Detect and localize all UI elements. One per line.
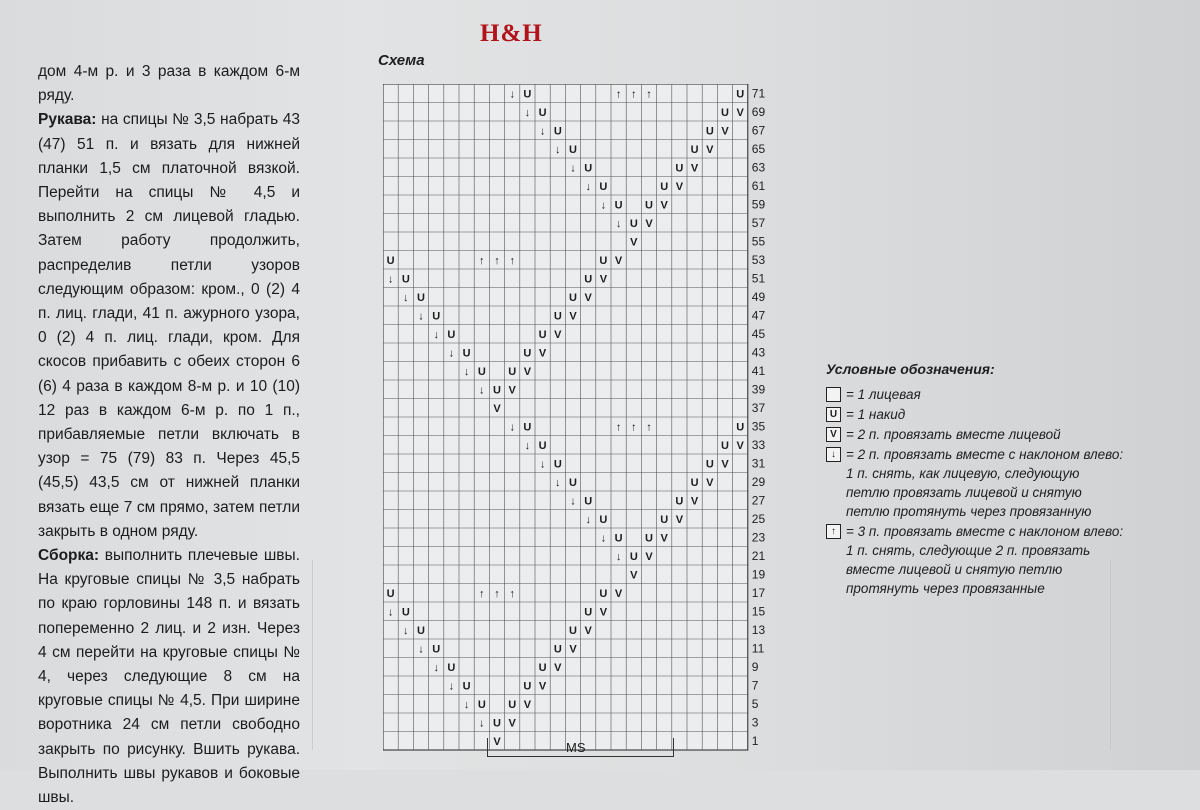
repeat-label: MS: [566, 740, 586, 755]
yarn-over-symbol: U: [645, 199, 653, 212]
yarn-over-symbol: U: [690, 143, 699, 156]
yarn-over-symbol: U: [584, 495, 593, 508]
k2tog-symbol: V: [599, 606, 608, 619]
row-number: 49: [751, 289, 766, 304]
ssk-symbol: ↓: [403, 624, 409, 637]
k2tog-symbol: V: [493, 402, 501, 415]
yarn-over-symbol: U: [401, 606, 410, 619]
yarn-over-symbol: U: [721, 439, 729, 452]
k2tog-symbol: V: [721, 125, 729, 138]
k2tog-symbol: V: [721, 458, 729, 471]
k2tog-symbol: V: [736, 106, 744, 119]
k2tog-symbol: V: [645, 550, 653, 563]
k2tog-symbol: V: [523, 698, 532, 711]
yarn-over-symbol: U: [584, 606, 593, 619]
legend-item-text: = 2 п. провязать вместе с наклоном влево: 1 п. снять, как лицевую, следующую петлю провязать лицевой и снятую петлю протянуть через провязанную: [846, 447, 1124, 519]
ssk-symbol: ↓: [539, 125, 546, 138]
k2tog-symbol: V: [538, 347, 547, 360]
yarn-over-symbol: U: [508, 365, 517, 378]
yarn-over-symbol: U: [690, 476, 699, 489]
row-number: 43: [751, 345, 766, 360]
k2tog-symbol: V: [706, 143, 714, 156]
yarn-over-symbol: U: [462, 680, 471, 693]
row-number: 35: [751, 419, 766, 434]
row-number: 19: [751, 567, 766, 582]
yarn-over-symbol: U: [736, 421, 745, 434]
k2tog-symbol: V: [538, 680, 547, 693]
yarn-over-symbol: U: [553, 458, 562, 471]
row-number: 45: [751, 326, 766, 341]
k2tog-symbol: V: [508, 384, 516, 397]
chart-grid: [383, 84, 778, 752]
row-number: 57: [751, 215, 766, 230]
yarn-over-symbol: U: [721, 106, 729, 119]
ssk-symbol: ↓: [509, 421, 515, 434]
row-number: 37: [751, 400, 766, 415]
yarn-over-symbol: U: [629, 217, 638, 230]
yarn-over-symbol: U: [736, 88, 745, 101]
legend-symbol-icon: ↓: [826, 447, 841, 462]
yarn-over-symbol: U: [569, 291, 577, 304]
yarn-over-symbol: U: [538, 106, 547, 119]
k2tog-symbol: V: [569, 643, 577, 656]
legend-item: [826, 405, 1126, 424]
row-number: 61: [751, 178, 766, 193]
row-number: 15: [751, 604, 766, 619]
yarn-over-symbol: U: [584, 162, 593, 175]
ssk-symbol: ↓: [448, 347, 455, 360]
row-number: 39: [751, 382, 766, 397]
ssk-symbol: ↓: [615, 550, 622, 563]
legend-item-text: = 2 п. провязать вместе лицевой: [846, 427, 1061, 442]
k2tog-symbol: V: [690, 162, 699, 175]
ssk-symbol: ↓: [387, 606, 394, 619]
assembly-text: выполнить плечевые швы. На круговые спицы № 3,5 набрать по краю горловины 148 п. и вязать попеременно 2 лиц. и 2 изн. Через 4 см перейти на круговые спицы № 4, через следующие 8 см на круговые спицы № 4,5. При ширине воротника 24 см петли свободно закрыть по рисунку. Вшить рукава. Выполнить швы рукавов и боковые швы.: [38, 547, 300, 807]
sk2p-symbol: ↑: [631, 421, 637, 434]
row-number: 47: [751, 308, 766, 323]
row-number: 21: [751, 548, 766, 563]
sk2p-symbol: ↑: [479, 254, 485, 267]
yarn-over-symbol: U: [569, 143, 577, 156]
k2tog-symbol: V: [614, 587, 623, 600]
ssk-symbol: ↓: [509, 88, 515, 101]
ssk-symbol: ↓: [615, 217, 622, 230]
ssk-symbol: ↓: [585, 180, 591, 193]
ssk-symbol: ↓: [479, 717, 485, 730]
watermark-logo: H&H: [480, 20, 543, 47]
row-number: 33: [751, 437, 766, 452]
row-number: 67: [751, 123, 766, 138]
legend-item-text: = 1 лицевая: [846, 387, 921, 402]
row-number: 11: [751, 641, 765, 656]
row-number: 51: [751, 271, 766, 286]
k2tog-symbol: V: [675, 180, 684, 193]
instructions-paragraph-sleeves: [38, 108, 300, 544]
row-number: 63: [751, 160, 766, 175]
yarn-over-symbol: U: [584, 273, 593, 286]
legend-item: [826, 385, 1126, 404]
legend-item-text: = 3 п. провязать вместе с наклоном влево: 1 п. снять, следующие 2 п. провязать вместе лицевой и снятую петлю протянуть через провязанные: [846, 524, 1124, 596]
yarn-over-symbol: U: [599, 513, 608, 526]
yarn-over-symbol: U: [599, 587, 608, 600]
yarn-over-symbol: U: [675, 495, 684, 508]
row-number: 69: [751, 104, 766, 119]
yarn-over-symbol: U: [660, 513, 669, 526]
legend-item-text: = 1 накид: [846, 407, 906, 422]
yarn-over-symbol: U: [432, 643, 441, 656]
k2tog-symbol: V: [675, 513, 684, 526]
yarn-over-symbol: U: [523, 347, 532, 360]
yarn-over-symbol: U: [599, 180, 608, 193]
sleeves-text: на спицы № 3,5 набрать 43 (47) 51 п. и вязать для нижней планки 1,5 см платочной вязкой. Перейти на спицы № 4,5 и выполнить 2 см лицевой гладью. Затем работу продолжить, распределив петли узоров следующим образом: кром., 0 (2) 4 п. лиц. глади, 41 п. ажурного узора, 0 (2) 4 п. лиц. глади, кром. Для скосов прибавить с обеих сторон 6 (6) 4 раза в каждом 8-м р. и 10 (10) 12 раз в каждом 6-м р. по 1 п., прибавляемые петли включать в узор = 75 (79) 83 п. Через 45,5 (45,5) 43,5 см от нижней планки вязать еще 7 см прямо, затем петли закрыть в одном ряду.: [38, 111, 300, 540]
row-number: 3: [751, 715, 759, 730]
k2tog-symbol: V: [554, 661, 562, 674]
yarn-over-symbol: U: [401, 273, 410, 286]
sk2p-symbol: ↑: [615, 88, 622, 101]
yarn-over-symbol: U: [645, 532, 653, 545]
ssk-symbol: ↓: [403, 291, 409, 304]
yarn-over-symbol: U: [569, 476, 577, 489]
ssk-symbol: ↓: [555, 143, 561, 156]
bleed-through-table-left: [312, 560, 389, 750]
yarn-over-symbol: U: [599, 254, 608, 267]
yarn-over-symbol: U: [447, 661, 456, 674]
sk2p-symbol: ↑: [509, 587, 515, 600]
sk2p-symbol: ↑: [646, 421, 652, 434]
yarn-over-symbol: U: [508, 698, 517, 711]
k2tog-symbol: V: [660, 532, 668, 545]
ssk-symbol: ↓: [463, 365, 470, 378]
yarn-over-symbol: U: [386, 254, 395, 267]
k2tog-symbol: V: [630, 236, 638, 249]
k2tog-symbol: V: [584, 291, 592, 304]
row-number: 65: [751, 141, 766, 156]
yarn-over-symbol: U: [477, 365, 486, 378]
ssk-symbol: ↓: [600, 199, 607, 212]
yarn-over-symbol: U: [523, 421, 532, 434]
ssk-symbol: ↓: [600, 532, 607, 545]
ssk-symbol: ↓: [555, 476, 561, 489]
sleeves-heading: Рукава:: [38, 111, 97, 129]
row-number: 59: [751, 197, 766, 212]
yarn-over-symbol: U: [493, 384, 501, 397]
yarn-over-symbol: U: [417, 624, 425, 637]
ssk-symbol: ↓: [524, 106, 531, 119]
legend: [826, 360, 1126, 599]
yarn-over-symbol: U: [386, 587, 395, 600]
row-number: 31: [751, 456, 766, 471]
k2tog-symbol: V: [508, 717, 516, 730]
legend-item: [826, 445, 1126, 521]
ssk-symbol: ↓: [418, 310, 424, 323]
yarn-over-symbol: U: [614, 532, 623, 545]
k2tog-symbol: V: [584, 624, 592, 637]
row-number: 23: [751, 530, 766, 545]
yarn-over-symbol: U: [523, 88, 532, 101]
yarn-over-symbol: U: [447, 328, 456, 341]
yarn-over-symbol: U: [538, 661, 547, 674]
instructions-paragraph-1: дом 4-м р. и 3 раза в каждом 6-м ряду.: [38, 63, 300, 105]
yarn-over-symbol: U: [569, 624, 577, 637]
yarn-over-symbol: U: [705, 458, 714, 471]
ssk-symbol: ↓: [463, 698, 470, 711]
yarn-over-symbol: U: [417, 291, 425, 304]
yarn-over-symbol: U: [477, 698, 486, 711]
yarn-over-symbol: U: [432, 310, 441, 323]
k2tog-symbol: V: [690, 495, 699, 508]
k2tog-symbol: V: [706, 476, 714, 489]
k2tog-symbol: V: [736, 439, 744, 452]
legend-item: [826, 522, 1126, 598]
ssk-symbol: ↓: [418, 643, 424, 656]
yarn-over-symbol: U: [553, 310, 562, 323]
chart-title: Схема: [378, 52, 425, 69]
sk2p-symbol: ↑: [509, 254, 515, 267]
yarn-over-symbol: U: [523, 680, 532, 693]
row-number: 13: [751, 622, 766, 637]
row-number: 17: [751, 585, 766, 600]
legend-item: [826, 425, 1126, 444]
row-number: 9: [751, 659, 759, 674]
ssk-symbol: ↓: [585, 513, 591, 526]
row-number: 29: [751, 474, 766, 489]
k2tog-symbol: V: [493, 735, 501, 748]
legend-symbol-icon: ↑: [826, 524, 841, 539]
yarn-over-symbol: U: [553, 643, 562, 656]
ssk-symbol: ↓: [539, 458, 546, 471]
yarn-over-symbol: U: [538, 439, 547, 452]
sk2p-symbol: ↑: [479, 587, 485, 600]
yarn-over-symbol: U: [553, 125, 562, 138]
k2tog-symbol: V: [554, 328, 562, 341]
legend-symbol-icon: [826, 387, 841, 402]
sk2p-symbol: ↑: [494, 254, 500, 267]
instructions-paragraph-assembly: [38, 544, 300, 810]
yarn-over-symbol: U: [675, 162, 684, 175]
row-number: 55: [751, 234, 766, 249]
legend-items: [826, 385, 1126, 598]
ssk-symbol: ↓: [433, 661, 439, 674]
row-number: 5: [751, 696, 759, 711]
k2tog-symbol: V: [630, 569, 638, 582]
yarn-over-symbol: U: [660, 180, 669, 193]
sk2p-symbol: ↑: [494, 587, 500, 600]
sk2p-symbol: ↑: [646, 88, 652, 101]
sk2p-symbol: ↑: [631, 88, 637, 101]
ssk-symbol: ↓: [479, 384, 485, 397]
ssk-symbol: ↓: [570, 495, 576, 508]
ssk-symbol: ↓: [570, 162, 576, 175]
k2tog-symbol: V: [569, 310, 577, 323]
yarn-over-symbol: U: [614, 199, 623, 212]
ssk-symbol: ↓: [433, 328, 439, 341]
row-number: 53: [751, 252, 766, 267]
k2tog-symbol: V: [645, 217, 653, 230]
yarn-over-symbol: U: [705, 125, 714, 138]
legend-symbol-icon: V: [826, 427, 841, 442]
yarn-over-symbol: U: [462, 347, 471, 360]
row-number: 1: [751, 733, 759, 748]
ssk-symbol: ↓: [524, 439, 531, 452]
ssk-symbol: ↓: [387, 273, 394, 286]
row-number: 71: [751, 86, 766, 101]
instructions-text: [38, 60, 300, 810]
yarn-over-symbol: U: [538, 328, 547, 341]
row-number: 41: [751, 363, 766, 378]
row-number: 27: [751, 493, 766, 508]
yarn-over-symbol: U: [493, 717, 501, 730]
legend-title: Условные обозначения:: [826, 361, 995, 377]
yarn-over-symbol: U: [629, 550, 638, 563]
ssk-symbol: ↓: [448, 680, 455, 693]
k2tog-symbol: V: [523, 365, 532, 378]
k2tog-symbol: V: [660, 199, 668, 212]
legend-symbol-icon: U: [826, 407, 841, 422]
assembly-heading: Сборка:: [38, 547, 100, 565]
row-number: 25: [751, 511, 766, 526]
k2tog-symbol: V: [614, 254, 623, 267]
k2tog-symbol: V: [599, 273, 608, 286]
sk2p-symbol: ↑: [615, 421, 622, 434]
row-number: 7: [751, 678, 759, 693]
